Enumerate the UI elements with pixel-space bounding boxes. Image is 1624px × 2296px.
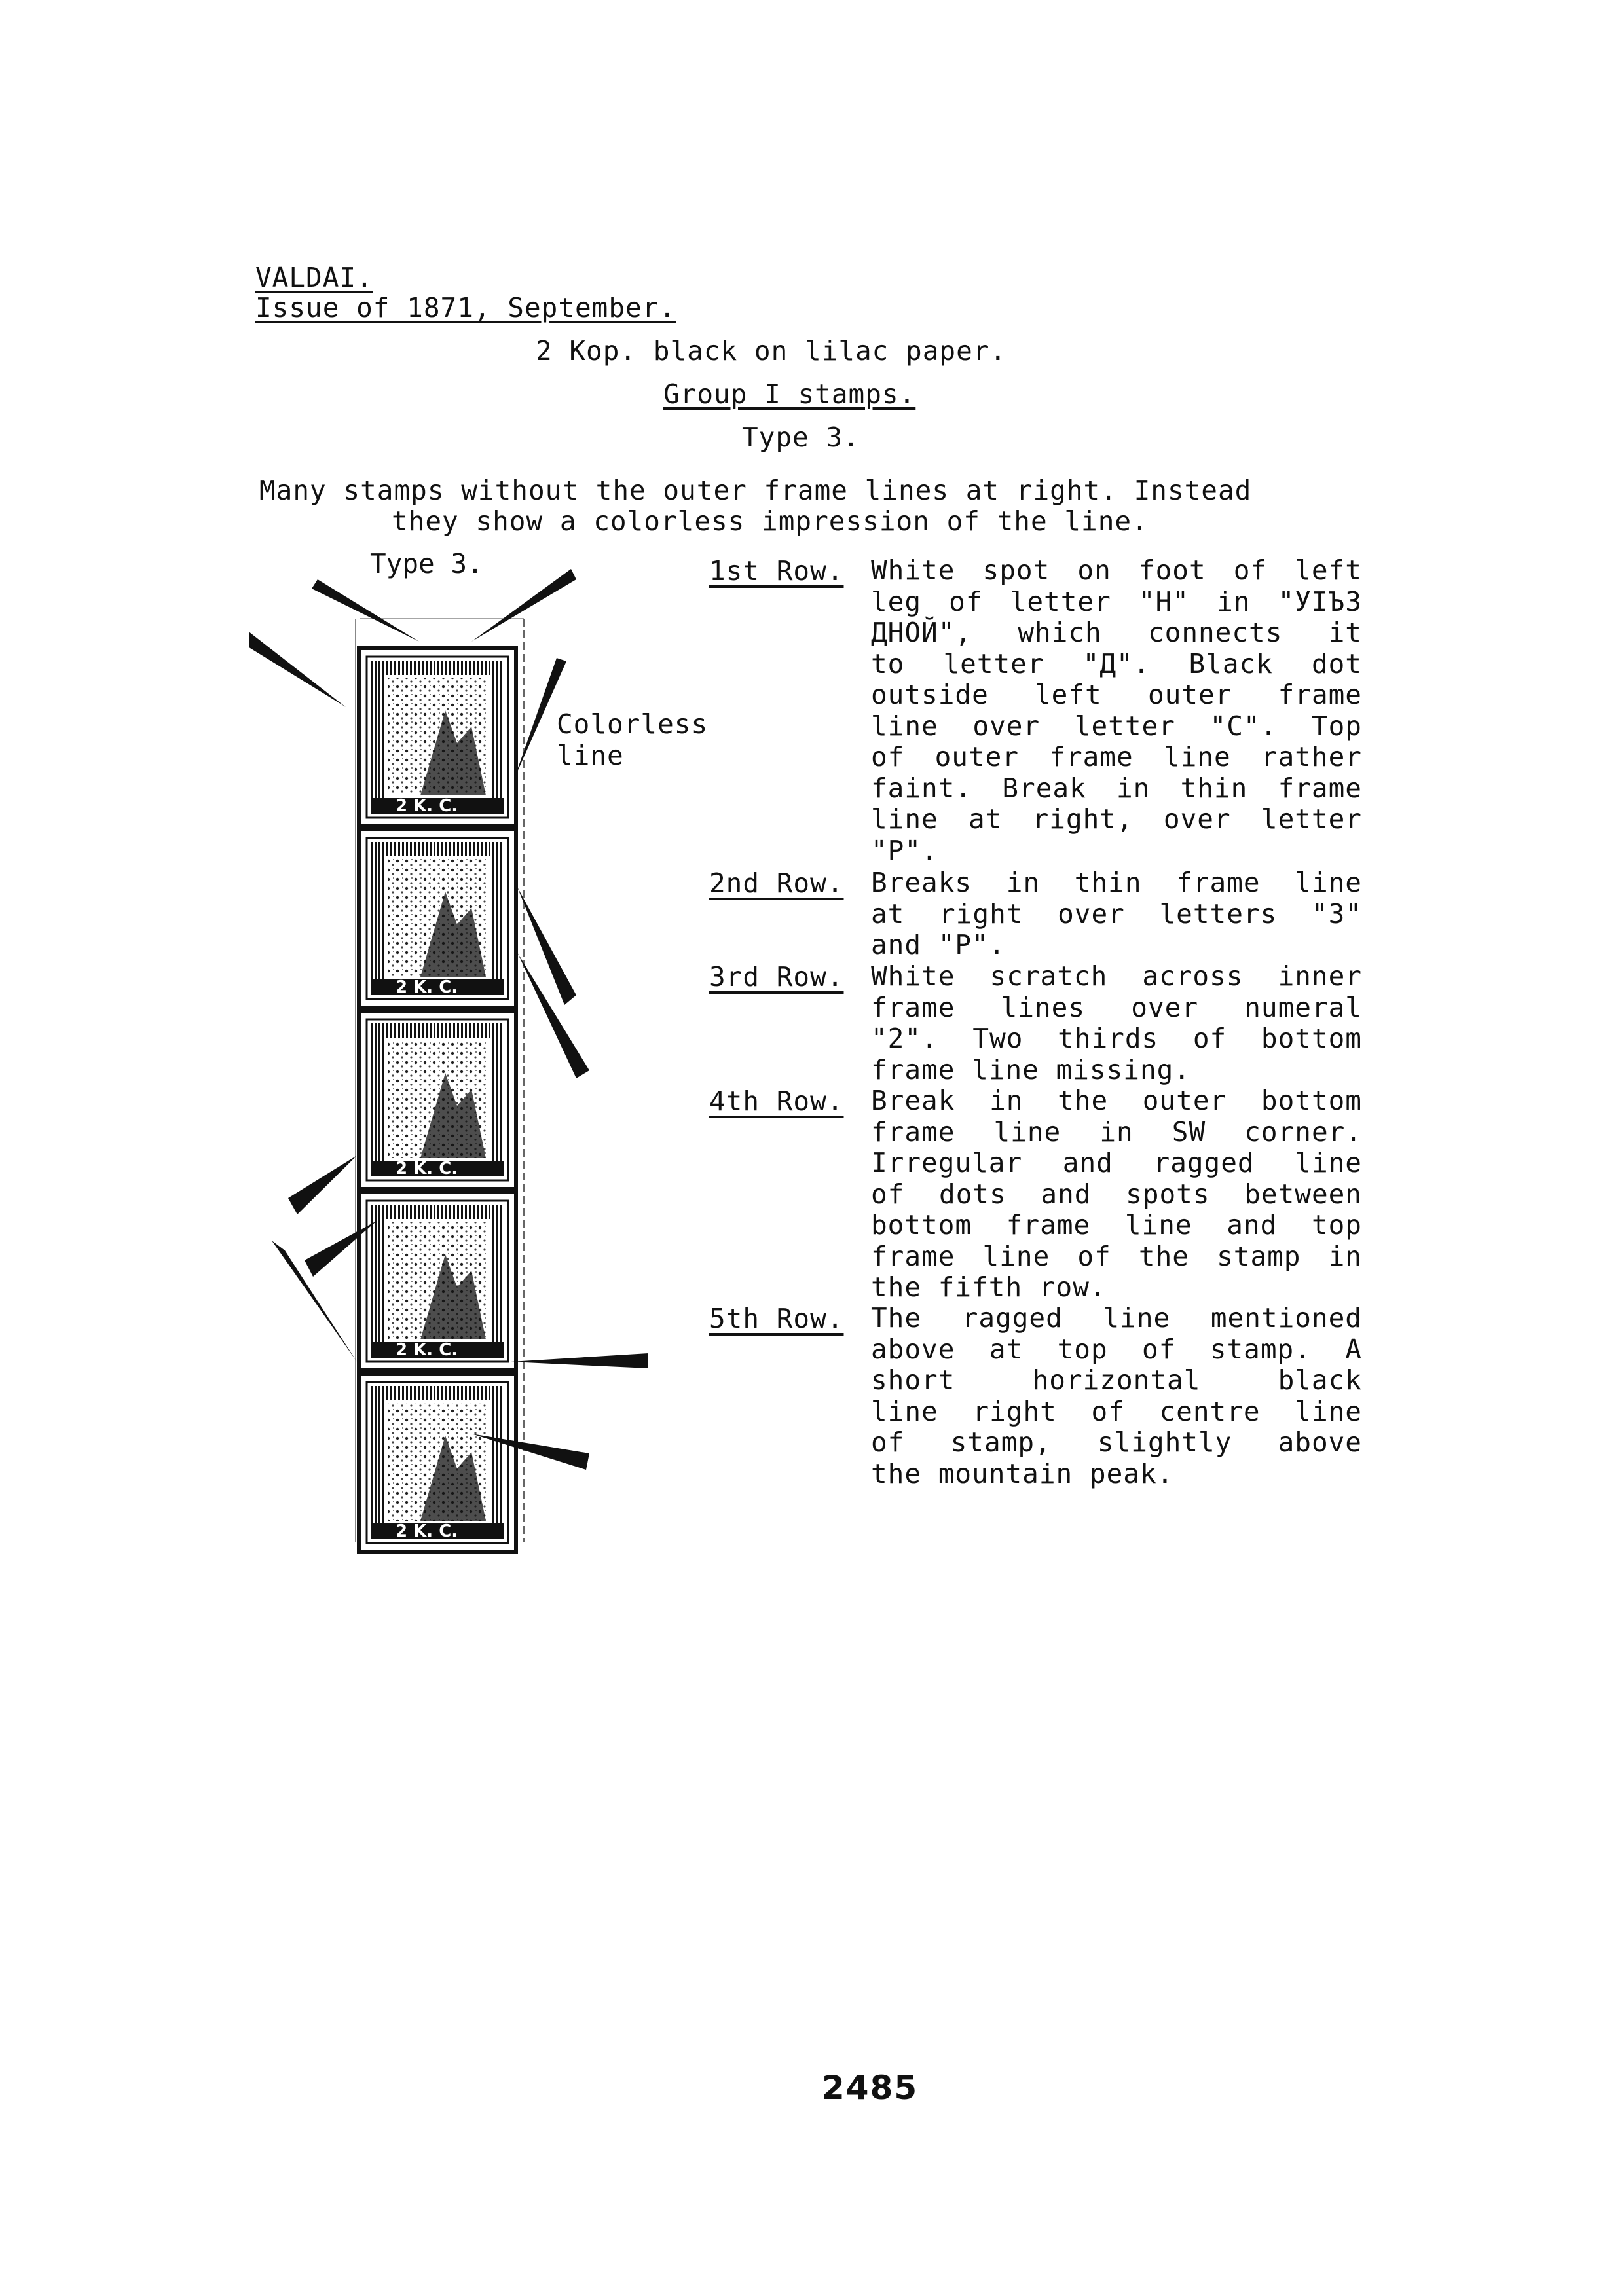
row-label-4: 4th Row. bbox=[709, 1085, 844, 1117]
row-3-line: frame line missing. bbox=[871, 1053, 1190, 1085]
row-5-line: above at top of stamp. A bbox=[871, 1333, 1362, 1365]
stamp-row-3 bbox=[359, 1011, 516, 1189]
colorless-label-line: line bbox=[557, 740, 624, 771]
row-1-line: leg of letter "H" in "УIЪЗ bbox=[871, 585, 1362, 617]
intro-line-1: Many stamps without the outer frame lines at right. Instead bbox=[259, 475, 1252, 506]
stamp-row-4 bbox=[359, 1192, 516, 1370]
stamp-strip-drawing bbox=[249, 547, 668, 1555]
svg-text:2 K. C.: 2 K. C. bbox=[396, 1340, 458, 1360]
row-description-4 bbox=[871, 1085, 1362, 1303]
row-label-3: 3rd Row. bbox=[709, 961, 844, 993]
stamp-row-1 bbox=[359, 648, 516, 826]
row-description-2 bbox=[871, 867, 1362, 961]
intro-line-2: they show a colorless impression of the line. bbox=[392, 505, 1149, 537]
row-label-1: 1st Row. bbox=[709, 555, 844, 587]
row-4-line: bottom frame line and top bbox=[871, 1209, 1362, 1241]
figure-type-label: Type 3. bbox=[370, 548, 483, 579]
row-1-line: of outer frame line rather bbox=[871, 741, 1362, 773]
row-label-5: 5th Row. bbox=[709, 1303, 844, 1334]
row-5-line: line right of centre line bbox=[871, 1395, 1362, 1427]
denomination-line: 2 Kop. black on lilac paper. bbox=[536, 335, 1007, 367]
stamp-strip-figure bbox=[249, 547, 668, 1555]
row-2-line: at right over letters "3" bbox=[871, 898, 1362, 930]
row-1-line: line at right, over letter bbox=[871, 803, 1362, 835]
row-1-line: White spot on foot of left bbox=[871, 555, 1362, 586]
pointer-row1-left bbox=[249, 632, 346, 707]
row-3-line: frame lines over numeral bbox=[871, 991, 1362, 1023]
svg-text:2 K. C.: 2 K. C. bbox=[396, 1159, 458, 1178]
row-4-line: Irregular and ragged line bbox=[871, 1147, 1362, 1178]
row-1-line: to letter "Д". Black dot bbox=[871, 647, 1362, 680]
svg-text:2 K. C.: 2 K. C. bbox=[396, 796, 458, 816]
row-1-line: faint. Break in thin frame bbox=[871, 772, 1362, 804]
row-5-line: the mountain peak. bbox=[871, 1457, 1174, 1489]
row-4-line: of dots and spots between bbox=[871, 1178, 1362, 1210]
pointer-row2-right-upper bbox=[517, 887, 576, 1005]
heading-place: VALDAI. bbox=[255, 262, 373, 293]
svg-text:2 K. C.: 2 K. C. bbox=[396, 1522, 458, 1541]
row-4-line: frame line of the stamp in bbox=[871, 1240, 1362, 1272]
group-heading: Group I stamps. bbox=[663, 378, 916, 410]
row-4-line: the fifth row. bbox=[871, 1271, 1107, 1303]
pointer-row4-left-upper bbox=[288, 1156, 357, 1214]
pointer-row5-top bbox=[511, 1353, 648, 1368]
pointer-top-left bbox=[312, 579, 419, 642]
row-2-line: and "P". bbox=[871, 929, 1006, 960]
row-3-line: "2". Two thirds of bottom bbox=[871, 1023, 1362, 1054]
row-3-line: White scratch across inner bbox=[871, 960, 1362, 992]
page-number: 2485 bbox=[822, 2069, 919, 2107]
row-5-line: The ragged line mentioned bbox=[871, 1302, 1362, 1334]
row-1-line: outside left outer frame bbox=[871, 679, 1362, 710]
row-description-1 bbox=[871, 555, 1362, 866]
stamp-row-2 bbox=[359, 829, 516, 1008]
type-heading: Type 3. bbox=[742, 422, 860, 453]
heading-issue: Issue of 1871, September. bbox=[255, 292, 676, 323]
row-description-5 bbox=[871, 1303, 1362, 1489]
row-5-line: short horizontal black bbox=[871, 1364, 1362, 1396]
colorless-label: Colorless bbox=[557, 708, 709, 740]
row-1-line: "P". bbox=[871, 834, 938, 866]
stamp-row-5 bbox=[359, 1374, 516, 1552]
svg-text:2 K. C.: 2 K. C. bbox=[396, 977, 458, 997]
row-4-line: Break in the outer bottom bbox=[871, 1085, 1362, 1116]
row-4-line: frame line in SW corner. bbox=[871, 1116, 1362, 1148]
row-label-2: 2nd Row. bbox=[709, 867, 844, 899]
row-1-line: line over letter "C". Top bbox=[871, 710, 1362, 742]
row-1-line: ДНОЙ", which connects it bbox=[871, 617, 1362, 648]
row-5-line: of stamp, slightly above bbox=[871, 1427, 1362, 1458]
row-2-line: Breaks in thin frame line bbox=[871, 867, 1362, 898]
row-description-3 bbox=[871, 961, 1362, 1085]
